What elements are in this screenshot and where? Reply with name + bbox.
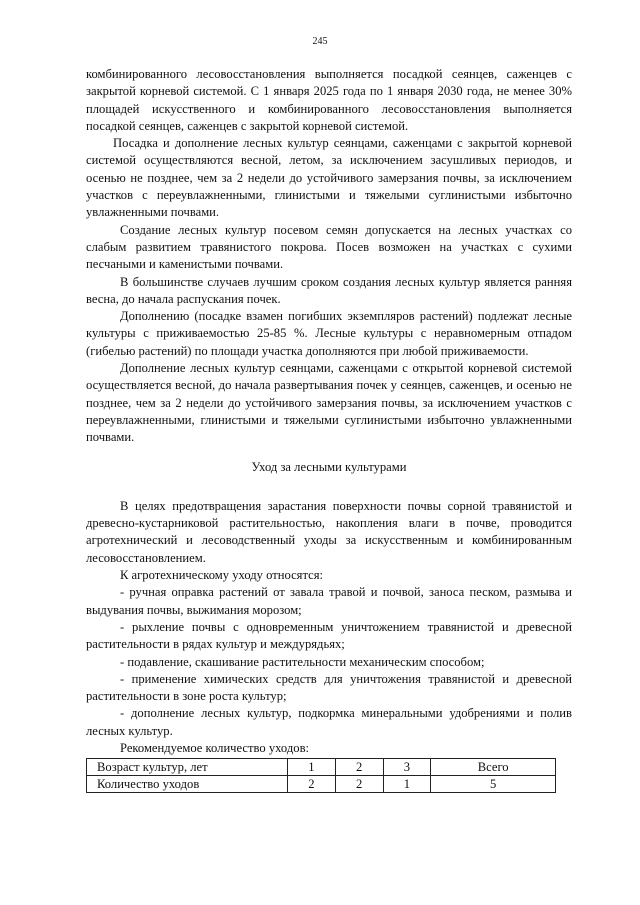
paragraph: комбинированного лесовосстановления выполняется посадкой сеянцев, саженцев с закрытой корневой системой. С 1 января 2025 года по 1 января 2030 года, не менее 30% площадей искусственного и комбинированного лесовосстановления выполняется посадкой сеянцев, саженцев с закрытой корневой системой. (86, 67, 572, 133)
table-row (87, 759, 556, 776)
list-item: - рыхление почвы с одновременным уничтожением травянистой и древесной растительности в рядах культур и междурядьях; (86, 619, 572, 652)
list-item: - дополнение лесных культур, подкормка минеральными удобрениями и полив лесных культур. (86, 706, 572, 738)
table-cell: 2 (335, 776, 383, 793)
paragraph: Создание лесных культур посевом семян допускается на лесных участках со слабым развитием травянистого покрова. Посев возможен на участках с сухими песчаными и каменистыми почвами. (86, 222, 572, 272)
list-intro: К агротехническому уходу относятся: (120, 568, 324, 583)
paragraph: В целях предотвращения зарастания поверхности почвы сорной травянистой и древесно-кустарниковой растительностью, накопления влаги в почве, проводится агротехнический и лесоводственный уходы за искусственным и комбинированным лесовосстановлением. (86, 498, 572, 565)
table-cell: 1 (288, 759, 336, 776)
table-cell: Всего (431, 759, 556, 776)
table-cell: 2 (288, 776, 336, 793)
paragraph: Посадка и дополнение лесных культур сеянцами, саженцами с закрытой корневой системой осуществляются весной, летом, за исключением засушливых периодов, и осенью не позднее, чем за 2 недели до устойчивого замерзания почвы, за исключением участков с переувлажненными, глинистыми и тяжелыми суглинистыми избыточно увлажненными почвами. (86, 136, 572, 220)
table-cell: Количество уходов (87, 776, 288, 793)
table-caption: Рекомендуемое количество уходов: (120, 740, 310, 755)
paragraph: В большинстве случаев лучшим сроком создания лесных культур является ранняя весна, до начала распускания почек. (86, 274, 572, 306)
table-cell: 5 (431, 776, 556, 793)
table-row (87, 776, 556, 793)
paragraph: Дополнение лесных культур сеянцами, саженцами с открытой корневой системой осуществляется весной, до начала развертывания почек у сеянцев, саженцев, и осенью не позднее, чем за 2 недели до устойчивого замерзания почвы, за исключением участков с переувлажненными, глинистыми и тяжелыми суглинистыми избыточно увлажненными почвами. (86, 361, 572, 445)
paragraph: Дополнению (посадке взамен погибших экземпляров растений) подлежат лесные культуры с приживаемостью 25-85 %. Лесные культуры с неравномерным отпадом (гибелью растений) по площади участка дополняются при любой приживаемости. (86, 309, 572, 358)
section-title: Уход за лесными культурами (251, 459, 407, 474)
table-cell: Возраст культур, лет (87, 759, 288, 776)
list-item: - применение химических средств для уничтожения травянистой и древесной растительности в зоне роста культур; (86, 671, 572, 704)
page-number: 245 (312, 36, 328, 47)
care-count-table (86, 758, 556, 793)
list-item: - подавление, скашивание растительности механическим способом; (120, 654, 485, 669)
table-cell: 3 (383, 759, 431, 776)
table-cell: 1 (383, 776, 431, 793)
document-body (86, 66, 572, 793)
table-cell: 2 (335, 759, 383, 776)
list-item: - ручная оправка растений от завала травой и почвой, заноса песком, размыва и выдувания почвы, выжимания морозом; (86, 585, 572, 617)
